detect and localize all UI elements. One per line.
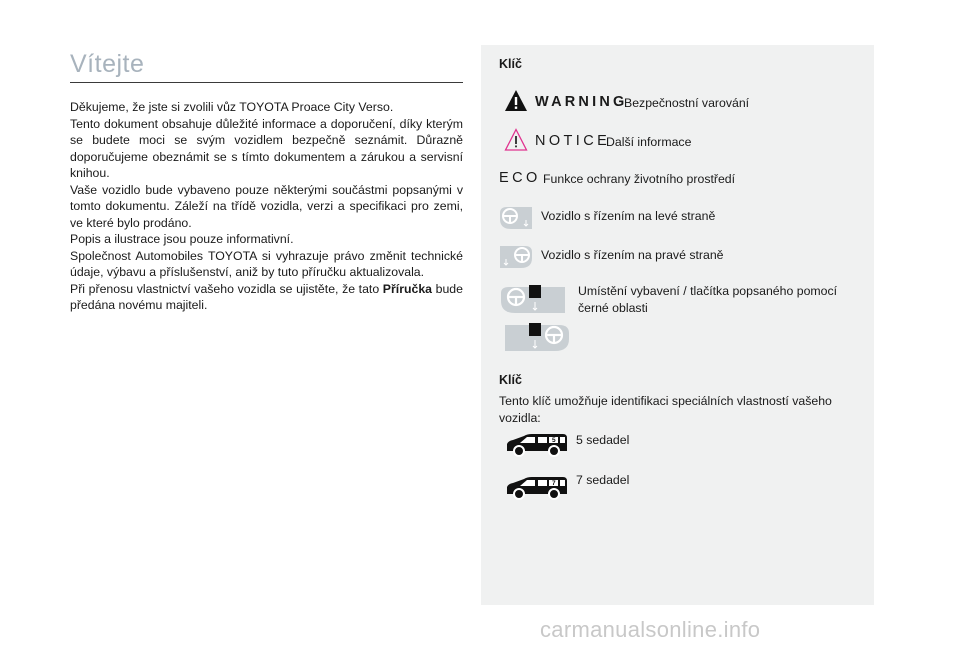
eco-word: ECO <box>499 170 541 186</box>
watermark: carmanualsonline.info <box>540 617 761 642</box>
seats-5-text: 5 sedadel <box>576 433 630 447</box>
warning-word: WARNING <box>535 94 628 110</box>
warning-triangle-icon <box>504 89 528 113</box>
intro-paragraph: Vaše vozidlo bude vybaveno pouze některými součástmi popsanými v tomto dokumentu. Záleží na třídě vozidla, verzi a specifikaci pro zemi, ve které bylo prodáno. <box>70 182 463 230</box>
location-text-line2: černé oblasti <box>578 301 648 315</box>
warning-text: Bezpečnostní varování <box>624 96 750 110</box>
lhd-text: Vozidlo s řízením na levé straně <box>541 209 716 223</box>
manual-word: Příručka <box>382 281 433 296</box>
rhd-text: Vozidlo s řízením na pravé straně <box>541 248 724 262</box>
intro-paragraph: Společnost Automobiles TOYOTA si vyhrazuje právo změnit technické údaje, výbavu a příslušenství, aniž by tuto příručku aktualizovala. <box>70 248 463 279</box>
intro-text <box>70 99 463 314</box>
right-hand-drive-icon <box>499 244 533 270</box>
notice-word: NOTICE <box>535 133 611 149</box>
lhd-location-icon <box>499 283 567 316</box>
page-title: Vítejte <box>70 50 145 78</box>
seat-count-badge: 5 <box>552 437 556 445</box>
left-hand-drive-icon <box>499 205 533 231</box>
key-paragraph: Tento klíč umožňuje identifikaci speciálních vlastností vašeho vozidla: <box>499 394 832 425</box>
intro-paragraph-last: Při přenosu vlastnictví vašeho vozidla se ujistěte, že tato Příručka bude předána novému majiteli. <box>70 281 463 312</box>
key-heading-2: Klíč <box>499 373 522 387</box>
van-5-seats-icon <box>505 430 569 458</box>
seat-count-badge: 7 <box>552 480 556 488</box>
rhd-location-icon <box>503 321 571 354</box>
intro-paragraph: Děkujeme, že jste si zvolili vůz TOYOTA Proace City Verso. <box>70 100 394 114</box>
seats-7-text: 7 sedadel <box>576 473 630 487</box>
van-7-seats-icon <box>505 473 569 501</box>
intro-paragraph: Tento dokument obsahuje důležité informace a doporučení, díky kterým se budete moci se svým vozidlem bezpečně seznámit. Důrazně doporučujeme obeznámit se s tímto dokumentem a zárukou a servisní knihou. <box>70 116 463 180</box>
title-rule <box>70 82 463 83</box>
notice-triangle-icon <box>504 128 528 152</box>
intro-paragraph: Popis a ilustrace jsou pouze informativní. <box>70 232 294 246</box>
notice-text: Další informace <box>606 135 692 149</box>
location-text-line1: Umístění vybavení / tlačítka popsaného pomocí <box>578 284 838 298</box>
key-heading: Klíč <box>499 57 522 71</box>
eco-text: Funkce ochrany životního prostředí <box>543 172 736 186</box>
